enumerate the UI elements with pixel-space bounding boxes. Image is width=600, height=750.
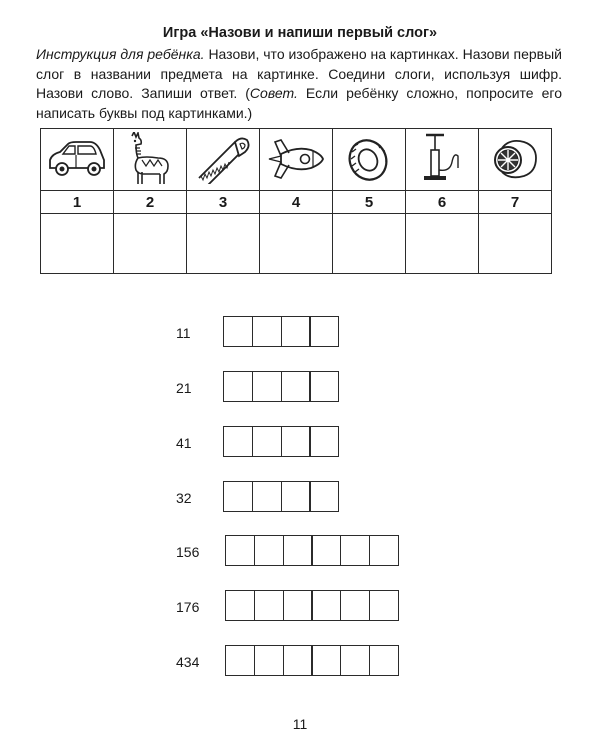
- picture-cell-2: [114, 129, 187, 191]
- letter-box[interactable]: [254, 535, 284, 566]
- letter-box[interactable]: [281, 426, 311, 457]
- instruction-text: [36, 45, 562, 123]
- lemon-icon: [490, 136, 540, 182]
- rocket-icon: [267, 136, 325, 182]
- letter-box[interactable]: [225, 535, 255, 566]
- picture-number-1: 1: [41, 190, 114, 213]
- llama-icon: [124, 132, 176, 186]
- picture-number-5: 5: [333, 190, 406, 213]
- code-label: 41: [176, 435, 192, 451]
- letter-box[interactable]: [283, 590, 313, 621]
- letter-box[interactable]: [254, 590, 284, 621]
- letter-box[interactable]: [311, 535, 341, 566]
- instruction-label: Инструкция для ребёнка.: [36, 46, 205, 62]
- code-label: 176: [176, 599, 200, 615]
- pump-icon: [420, 132, 464, 186]
- letter-box[interactable]: [340, 645, 370, 676]
- picture-cell-7: [479, 129, 552, 191]
- page-number: 11: [292, 716, 308, 732]
- letter-box[interactable]: [252, 426, 282, 457]
- letter-box[interactable]: [309, 426, 339, 457]
- tip-body: Если ребёнку сложно, попросите его написать буквы под картинками.): [36, 85, 562, 121]
- letter-box[interactable]: [225, 645, 255, 676]
- letter-box[interactable]: [369, 645, 399, 676]
- letter-box[interactable]: [223, 371, 253, 402]
- letter-box[interactable]: [254, 645, 284, 676]
- answer-cell-7[interactable]: [479, 214, 552, 274]
- letter-box[interactable]: [309, 481, 339, 512]
- saw-icon: [195, 134, 251, 184]
- answer-boxes: [223, 426, 339, 457]
- tire-icon: [344, 134, 394, 184]
- answer-cell-1[interactable]: [41, 214, 114, 274]
- letter-box[interactable]: [309, 371, 339, 402]
- picture-number-3: 3: [187, 190, 260, 213]
- code-label: 156: [176, 544, 200, 560]
- letter-box[interactable]: [311, 590, 341, 621]
- letter-box[interactable]: [281, 481, 311, 512]
- letter-box[interactable]: [252, 481, 282, 512]
- answer-boxes: [223, 371, 339, 402]
- letter-box[interactable]: [369, 535, 399, 566]
- letter-box[interactable]: [281, 316, 311, 347]
- letter-box[interactable]: [340, 535, 370, 566]
- picture-number-6: 6: [406, 190, 479, 213]
- letter-box[interactable]: [252, 371, 282, 402]
- code-label: 11: [176, 325, 191, 341]
- letter-box[interactable]: [223, 426, 253, 457]
- code-label: 32: [176, 490, 192, 506]
- answer-cell-4[interactable]: [260, 214, 333, 274]
- letter-box[interactable]: [311, 645, 341, 676]
- instruction-body: Назови, что изображено на картинках. Назови первый слог в названии предмета на картинке. Соедини слоги, используя шифр. Назови слово. Запиши ответ. (: [36, 46, 562, 101]
- letter-box[interactable]: [283, 645, 313, 676]
- letter-box[interactable]: [309, 316, 339, 347]
- picture-table: [40, 128, 552, 274]
- tip-label: Совет.: [249, 85, 298, 101]
- picture-cell-4: [260, 129, 333, 191]
- car-icon: [46, 138, 108, 180]
- code-label: 21: [176, 380, 192, 396]
- picture-cell-6: [406, 129, 479, 191]
- letter-box[interactable]: [225, 590, 255, 621]
- letter-box[interactable]: [340, 590, 370, 621]
- letter-box[interactable]: [252, 316, 282, 347]
- answer-cell-6[interactable]: [406, 214, 479, 274]
- picture-cell-3: [187, 129, 260, 191]
- letter-box[interactable]: [281, 371, 311, 402]
- picture-number-7: 7: [479, 190, 552, 213]
- answer-boxes: [225, 645, 399, 676]
- letter-box[interactable]: [369, 590, 399, 621]
- code-label: 434: [176, 654, 200, 670]
- answer-boxes: [223, 481, 339, 512]
- picture-number-4: 4: [260, 190, 333, 213]
- picture-number-2: 2: [114, 190, 187, 213]
- letter-box[interactable]: [223, 316, 253, 347]
- letter-box[interactable]: [283, 535, 313, 566]
- answer-cell-5[interactable]: [333, 214, 406, 274]
- letter-box[interactable]: [223, 481, 253, 512]
- page-title: Игра «Назови и напиши первый слог»: [162, 25, 438, 41]
- answer-boxes: [225, 535, 399, 566]
- answer-boxes: [225, 590, 399, 621]
- answer-cell-2[interactable]: [114, 214, 187, 274]
- picture-cell-5: [333, 129, 406, 191]
- picture-cell-1: [41, 129, 114, 191]
- answer-cell-3[interactable]: [187, 214, 260, 274]
- answer-boxes: [223, 316, 339, 347]
